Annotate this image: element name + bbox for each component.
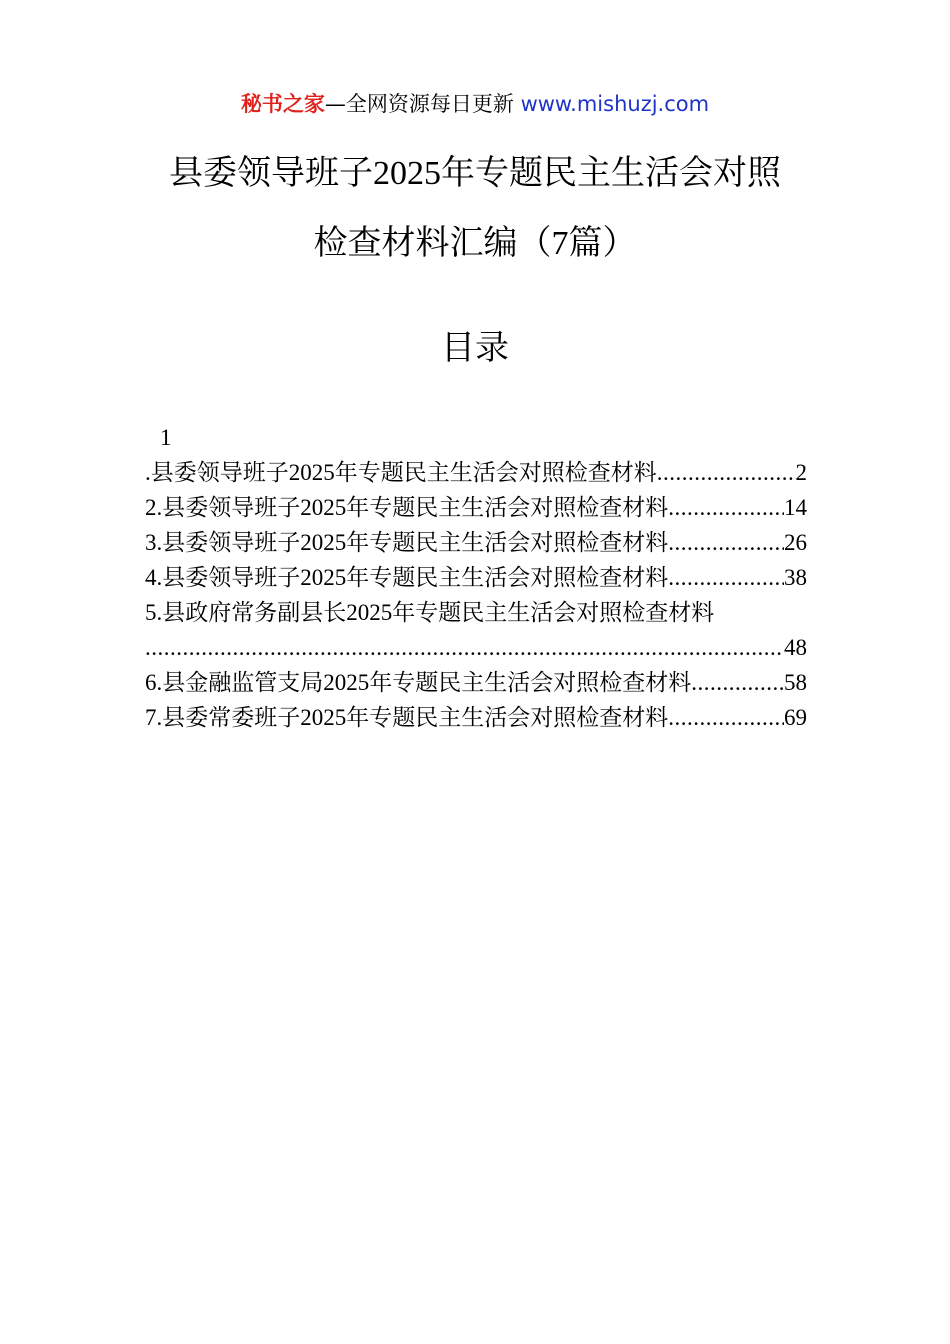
toc-entry-number: 2. xyxy=(145,495,163,520)
toc-entry-5[interactable] xyxy=(145,595,807,665)
toc-entry-label: 县金融监管支局2025年专题民主生活会对照检查材料 xyxy=(162,670,692,695)
toc-entry-label: 县委常委班子2025年专题民主生活会对照检查材料 xyxy=(162,705,669,730)
toc-entry-7[interactable] xyxy=(145,700,807,735)
toc-dot-leader xyxy=(668,700,784,735)
toc-entry-label: 县委领导班子2025年专题民主生活会对照检查材料 xyxy=(162,530,669,555)
toc-page-number: 58 xyxy=(784,670,807,695)
toc-entry-number: 1 xyxy=(160,425,172,450)
toc-entry-1[interactable] xyxy=(145,455,807,490)
toc-entry-2[interactable] xyxy=(145,490,807,525)
toc-entry-label: 县委领导班子2025年专题民主生活会对照检查材料 xyxy=(162,565,669,590)
site-link[interactable]: www.mishuzj.com xyxy=(520,92,710,116)
toc-page-number: 14 xyxy=(784,495,807,520)
toc-dot-leader xyxy=(145,630,784,665)
toc-dot-leader xyxy=(657,455,796,490)
toc-entry-number: 7. xyxy=(145,705,163,730)
toc-dot-leader xyxy=(668,525,784,560)
toc-entry-label: .县委领导班子2025年专题民主生活会对照检查材料 xyxy=(145,460,657,485)
toc-page-number: 48 xyxy=(784,635,807,660)
brand-name: 秘书之家 xyxy=(240,92,325,116)
toc-entry-number: 6. xyxy=(145,670,163,695)
toc-entry-label: 县委领导班子2025年专题民主生活会对照检查材料 xyxy=(162,495,669,520)
toc-entry-3[interactable] xyxy=(145,525,807,560)
document-title-line-1: 县委领导班子2025年专题民主生活会对照 xyxy=(169,155,781,192)
toc-entry-6[interactable] xyxy=(145,665,807,700)
toc-entry-1-number-line xyxy=(145,420,807,455)
toc-page-number: 38 xyxy=(784,565,807,590)
header-tagline: —全网资源每日更新 xyxy=(324,92,521,116)
document-title-line-2: 检查材料汇编（7篇） xyxy=(313,225,637,262)
toc-entry-4[interactable] xyxy=(145,560,807,595)
toc-dot-leader xyxy=(668,560,784,595)
toc-entry-number: 3. xyxy=(145,530,163,555)
toc-heading: 目录 xyxy=(441,330,509,367)
toc-page-number: 69 xyxy=(784,705,807,730)
toc-dot-leader xyxy=(691,665,784,700)
site-header xyxy=(0,88,950,120)
toc-dot-leader xyxy=(668,490,784,525)
toc-page-number: 26 xyxy=(784,530,807,555)
toc-page-number: 2 xyxy=(795,460,807,485)
toc-entry-number: 5. xyxy=(145,600,163,625)
toc-entry-label: 县政府常务副县长2025年专题民主生活会对照检查材料 xyxy=(162,600,715,625)
toc-entry-number: 4. xyxy=(145,565,163,590)
table-of-contents xyxy=(145,420,807,735)
